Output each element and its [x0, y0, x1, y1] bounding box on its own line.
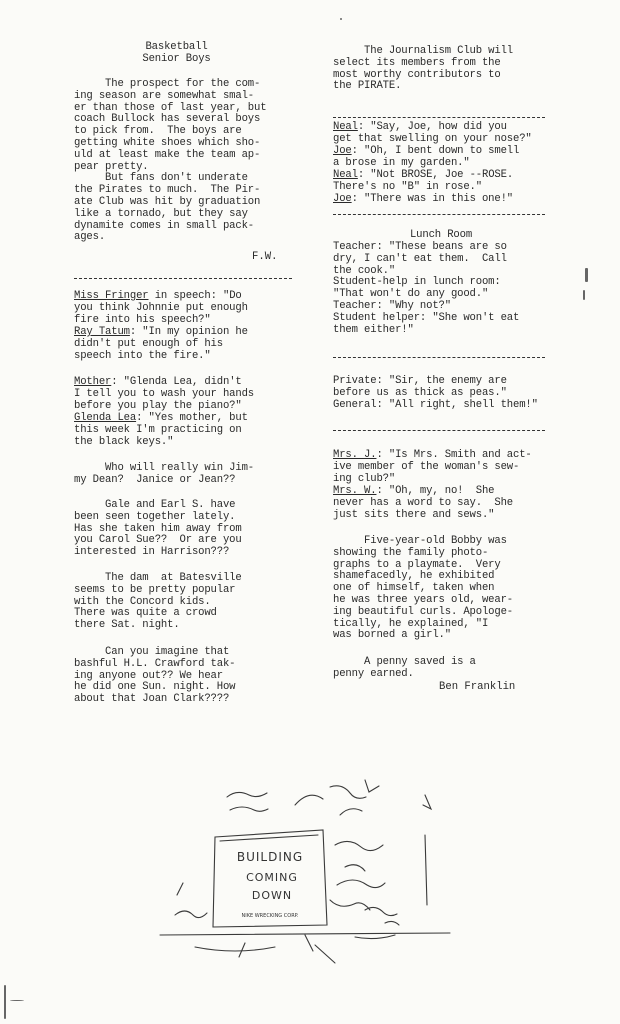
joke-line: in speech: "Do you think Johnnie put enough fire into his speech?" — [74, 290, 248, 326]
speaker-name: Mrs. J. — [333, 449, 377, 461]
private-general-joke: Private: "Sir, the enemy are before us as thick as peas." General: "All right, shell them!" — [333, 375, 538, 411]
joke-line: : "Not BROSE, Joe --ROSE. There's no "B" in rose." — [333, 169, 514, 193]
joke-line: : "In my opinion he didn't put enough of his speech into the fire." — [74, 326, 248, 362]
joke-line: : "Oh, I bent down to smell a brose in my garden." — [333, 145, 520, 169]
speaker-name: Miss Fringer — [74, 290, 149, 302]
speaker-name: Joe — [333, 145, 352, 157]
section-divider — [333, 430, 545, 431]
joke-joe-1 — [333, 146, 519, 170]
basketball-subtitle: Senior Boys — [142, 53, 211, 65]
joke-line: : "Is Mrs. Smith and act- ive member of the woman's sew- ing club?" — [333, 449, 532, 485]
scan-mark — [585, 268, 588, 282]
joke-neal-2 — [333, 170, 513, 194]
sign-text-1: BUILDING — [236, 850, 304, 864]
joke-line: : "Yes mother, but this week I'm practicing on the black keys." — [74, 412, 248, 448]
section-divider — [333, 117, 545, 118]
joke-line: : "Say, Joe, how did you get that swelling on your nose?" — [333, 121, 532, 145]
speaker-name: Joe — [333, 193, 352, 205]
speaker-name: Mrs. W. — [333, 485, 377, 497]
joke-line: : "Oh, my, no! She never has a word to say. She just sits there and sews." — [333, 485, 514, 521]
joke-line: : "There was in this one!" — [351, 193, 514, 205]
section-divider — [333, 357, 545, 358]
speaker-name: Neal — [333, 169, 358, 181]
joke-mrs-j — [333, 450, 532, 485]
joke-line: : "Glenda Lea, didn't I tell you to wash your hands before you play the piano?" — [74, 376, 255, 412]
section-divider — [74, 278, 292, 279]
basketball-title: Basketball — [145, 41, 208, 53]
speaker-name: Neal — [333, 121, 358, 133]
gossip-batesville: The dam at Batesville seems to be pretty popular with the Concord kids. There was quite a crowd there Sat. night. — [74, 572, 242, 632]
joke-glenda — [74, 413, 248, 448]
journalism-club-notice: The Journalism Club will select its members from the most worthy contributors to the PIRATE. — [333, 45, 514, 93]
joke-tatum — [74, 327, 248, 362]
joke-mother — [74, 377, 254, 412]
basketball-signature: F.W. — [252, 251, 278, 263]
bobby-story: Five-year-old Bobby was showing the family photo- graphs to a playmate. Very shamefacedly, he exhibited one of himself, taken when he was three years old, wear- ing beautiful curls. Apologe- tically, he explained, "I was borned a girl." — [333, 535, 514, 642]
building-coming-down-sketch — [155, 775, 455, 965]
scan-mark — [340, 18, 342, 20]
franklin-attribution: Ben Franklin — [439, 681, 516, 693]
speaker-name: Ray Tatum — [74, 326, 130, 338]
sketch-drawing — [155, 775, 455, 965]
joke-joe-2 — [333, 194, 513, 206]
scan-mark — [583, 290, 585, 300]
joke-fringer — [74, 291, 248, 326]
sign-text-3: DOWN — [251, 889, 293, 902]
speaker-name: Mother — [74, 376, 112, 388]
penny-quote: A penny saved is a penny earned. — [333, 656, 476, 680]
sign-text-2: COMING — [246, 871, 298, 884]
joke-neal-1 — [333, 122, 532, 146]
scan-mark — [4, 985, 6, 1019]
gossip-jimmy-dean: Who will really win Jim- my Dean? Janice or Jean?? — [74, 462, 255, 486]
lunch-room-title: Lunch Room — [409, 229, 473, 241]
basketball-article: The prospect for the com- ing season are somewhat smal- er than those of last year, but coach Bullock has several boys to pick from. The boys are getting white shoes which sho- uld at least make the team ap- pear pretty. But fans don't underate the Pirates to much. The Pir- ate Club was hit by graduation like a tornado, but they say dynamite comes in small pack- ages. — [74, 78, 267, 244]
gossip-crawford: Can you imagine that bashful H.L. Crawford tak- ing anyone out?? We hear he did one Sun. night. How about that Joan Clark???? — [74, 646, 236, 706]
lunch-room-joke: Teacher: "These beans are so dry, I can't eat them. Call the cook." Student-help in lunch room: "That won't do any good." Teacher: "Why not?" Student helper: "She won't eat them either!" — [333, 241, 520, 336]
scan-mark — [10, 1000, 24, 1001]
gossip-gale-earl: Gale and Earl S. have been seen together lately. Has she taken him away from you Carol Sue?? Or are you interested in Harrison??? — [74, 499, 242, 559]
joke-mrs-w — [333, 486, 513, 521]
sign-text-4: NIKE WRECKING CORP. — [241, 913, 299, 919]
speaker-name: Glenda Lea — [74, 412, 137, 424]
section-divider — [333, 214, 545, 215]
